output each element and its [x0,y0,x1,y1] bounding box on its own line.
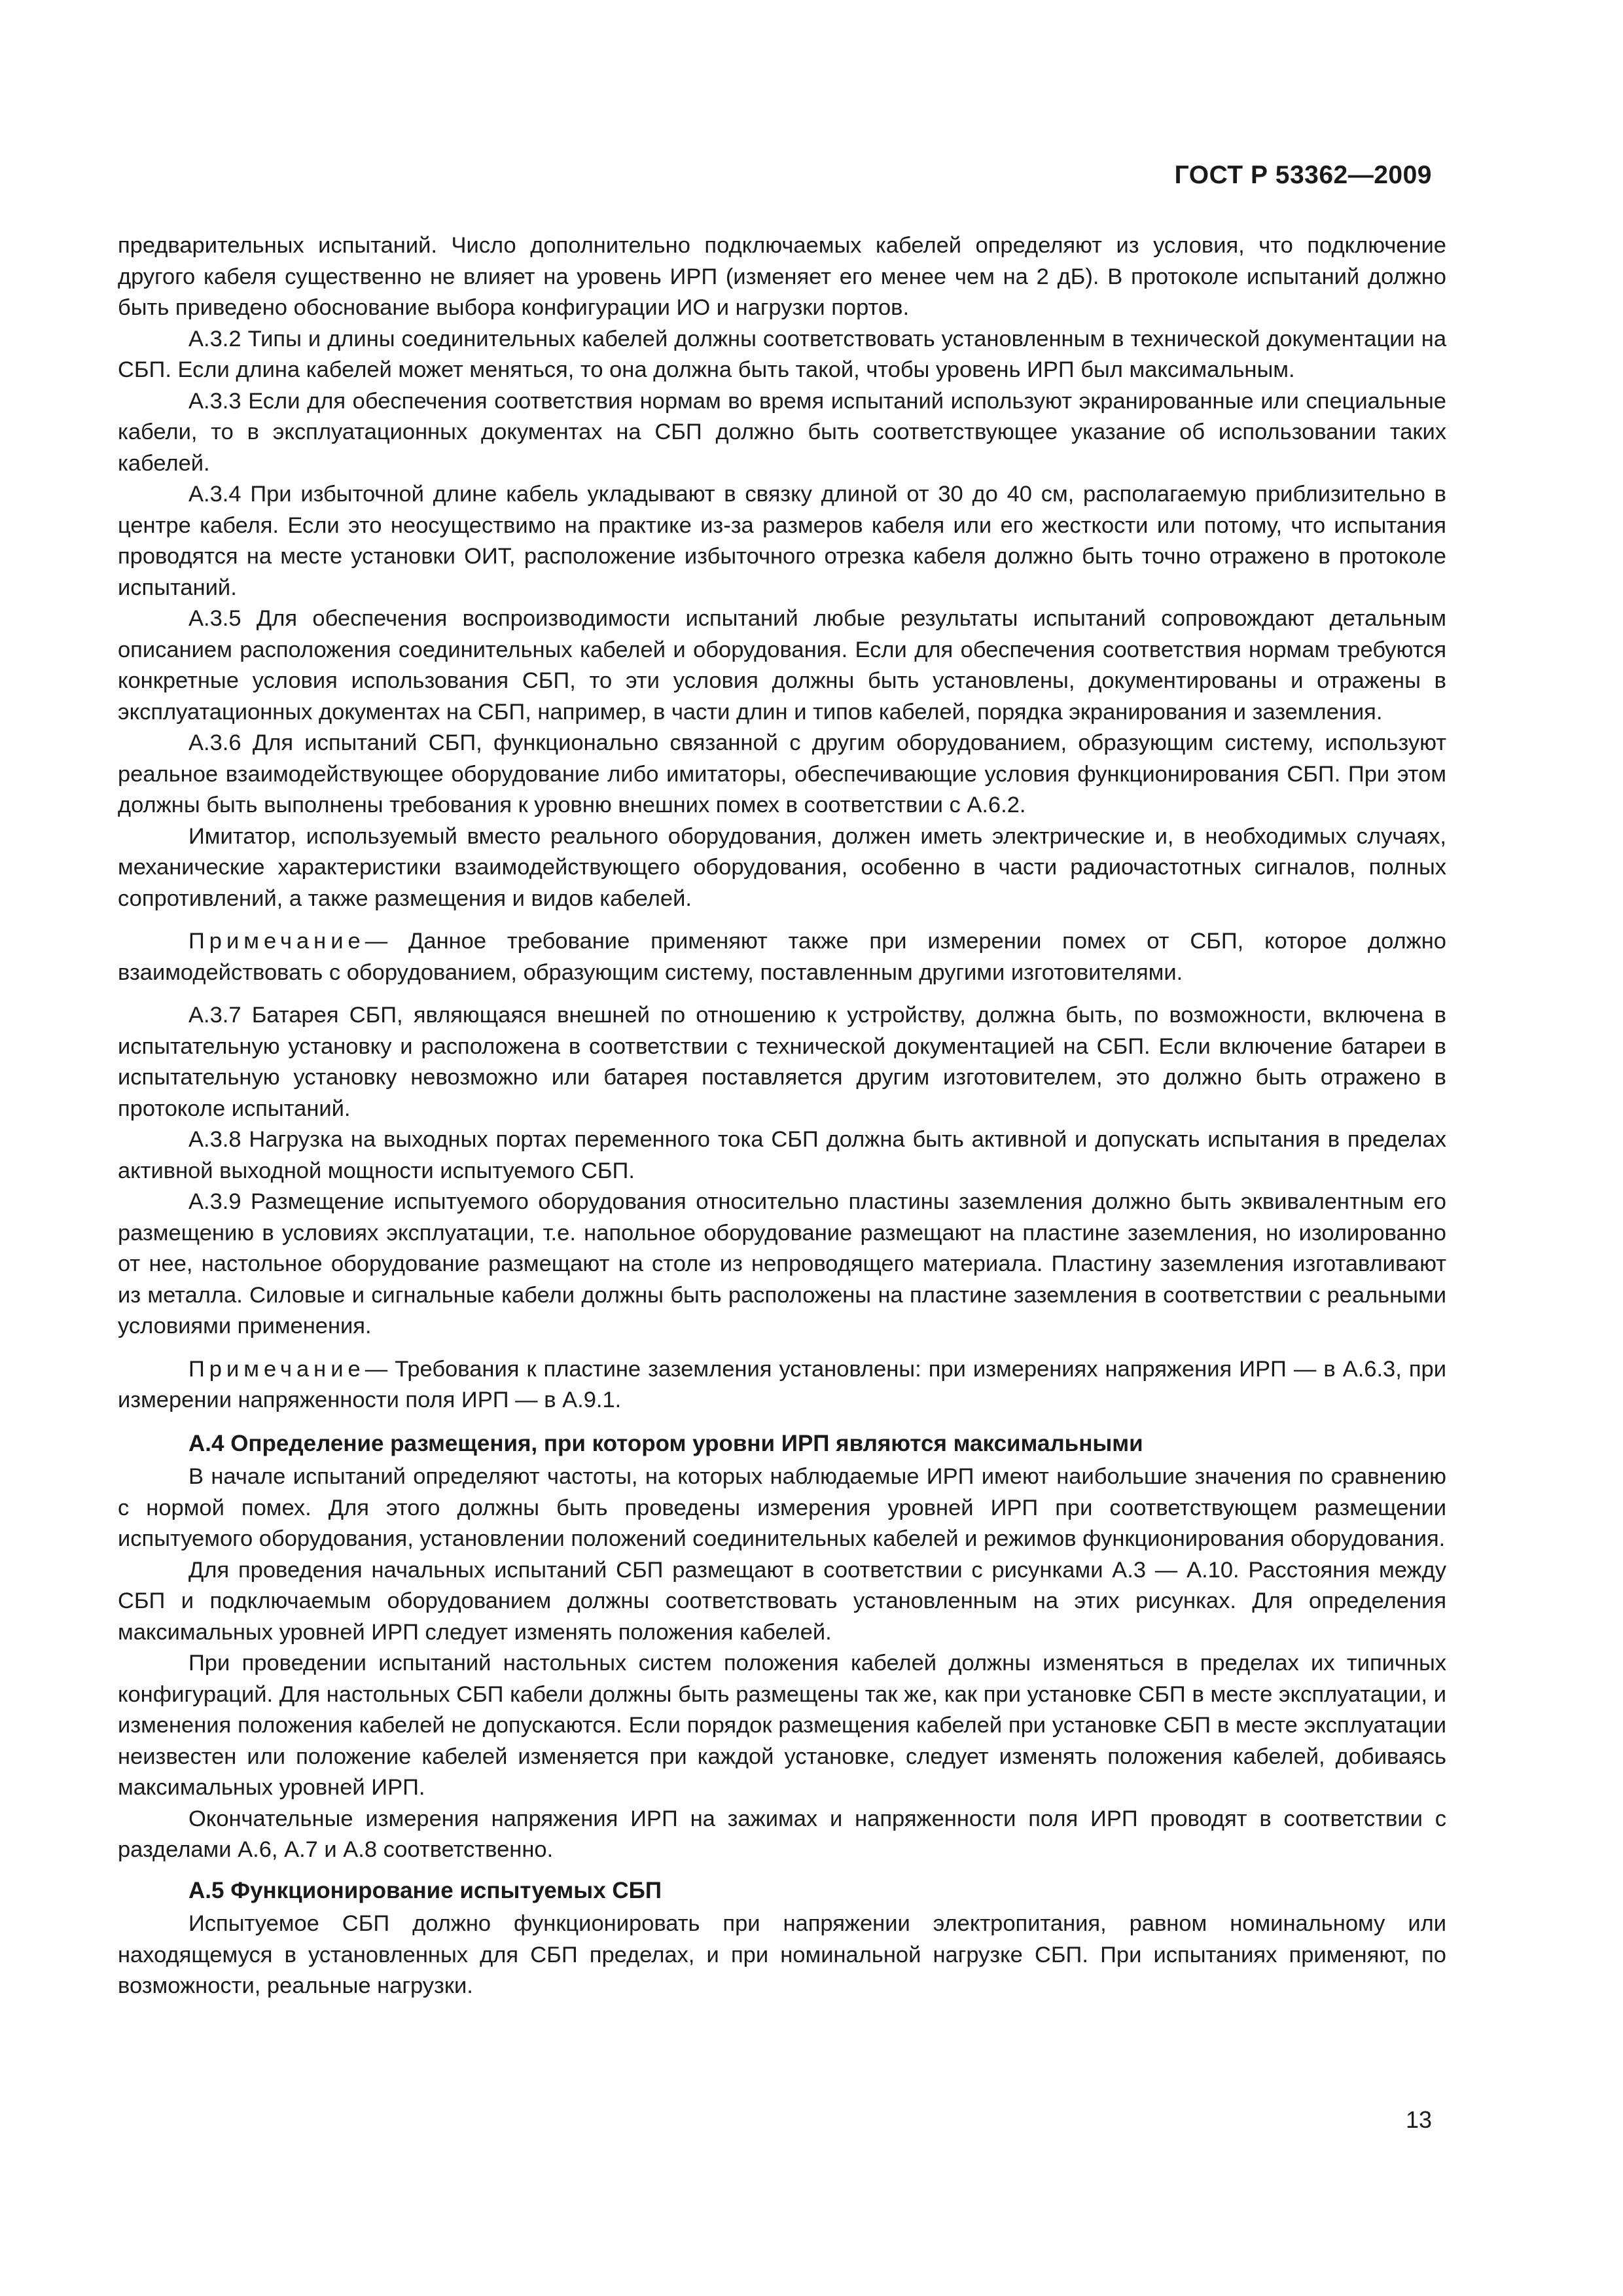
page-number: 13 [1405,2106,1432,2133]
a4-paragraph: При проведении испытаний настольных систем положения кабелей должны изменяться в пределах их типичных конфигураций. Для настольных СБП кабели должны быть размещены так же, как при установке СБП в месте эксплуатации, и изменения положения кабелей не допускаются. Если порядок размещения кабелей при установке СБП в месте эксплуатации неизвестен или положение кабелей изменяется при каждой установке, следует изменять положения кабелей, добиваясь максимальных уровней ИРП. [118,1651,1446,1800]
paragraph-continuation: предварительных испытаний. Число дополнительно подключаемых кабелей определяют из условия, что подключение другого кабеля существенно не влияет на уровень ИРП (изменяет его менее чем на 2 дБ). В протоколе испытаний должно быть приведено обоснование выбора конфигурации ИО и нагрузки портов. [118,233,1446,320]
clause-a-3-8: А.3.8 Нагрузка на выходных портах переменного тока СБП должна быть активной и допускать испытания в пределах активной выходной мощности испытуемого СБП. [118,1127,1446,1183]
document-body [118,230,1446,2002]
a4-paragraph: В начале испытаний определяют частоты, на которых наблюдаемые ИРП имеют наибольшие значения по сравнению с нормой помех. Для этого должны быть проведены измерения уровней ИРП при соответствующем размещении испытуемого оборудования, установлении положений соединительных кабелей и режимов функционирования оборудования. [118,1464,1446,1551]
note-text: — Данное требование применяют также при измерении помех от СБП, которое должно взаимодействовать с оборудованием, образующим систему, поставленным другими изготовителями. [118,929,1446,985]
section-heading-a5: А.5 Функционирование испытуемых СБП [188,1877,662,1903]
clause-a-3-2: А.3.2 Типы и длины соединительных кабелей должны соответствовать установленным в технической документации на СБП. Если длина кабелей может меняться, то она должна быть такой, чтобы уровень ИРП был максимальным. [118,326,1446,382]
a5-paragraph: Испытуемое СБП должно функционировать при напряжении электропитания, равном номинальному или находящемуся в установленных для СБП пределах, и при номинальной нагрузке СБП. При испытаниях применяют, по возможности, реальные нагрузки. [118,1911,1446,1998]
clause-a-3-6: А.3.6 Для испытаний СБП, функционально связанной с другим оборудованием, образующим систему, используют реальное взаимодействующее оборудование либо имитаторы, обеспечивающие условия функционирования СБП. При этом должны быть выполнены требования к уровню внешних помех в соответствии с А.6.2. [118,730,1446,817]
clause-a-3-3: А.3.3 Если для обеспечения соответствия нормам во время испытаний используют экранированные или специальные кабели, то в эксплуатационных документах на СБП должно быть соответствующее указание об использовании таких кабелей. [118,388,1446,476]
note-label: Примечание [188,929,365,954]
note-2 [118,1354,1446,1416]
note-label: Примечание [188,1356,365,1382]
clause-a-3-7: А.3.7 Батарея СБП, являющаяся внешней по отношению к устройству, должна быть, по возможности, включена в испытательную установку и расположена в соответствии с технической документацией на СБП. Если включение батареи в испытательную установку невозможно или батарея поставляется другим изготовителем, это должно быть отражено в протоколе испытаний. [118,1003,1446,1121]
a4-paragraph: Окончательные измерения напряжения ИРП на зажимах и напряженности поля ИРП проводят в соответствии с разделами А.6, А.7 и А.8 соответственно. [118,1806,1446,1862]
clause-a-3-6-simulator: Имитатор, используемый вместо реального оборудования, должен иметь электрические и, в необходимых случаях, механические характеристики взаимодействующего оборудования, особенно в части радиочастотных сигналов, полных сопротивлений, а также размещения и видов кабелей. [118,823,1446,911]
a4-paragraph: Для проведения начальных испытаний СБП размещают в соответствии с рисунками А.3 — А.10. Расстояния между СБП и подключаемым оборудованием должны соответствовать установленным на этих рисунках. Для определения максимальных уровней ИРП следует изменять положения кабелей. [118,1557,1446,1645]
note-text: — Требования к пластине заземления установлены: при измерениях напряжения ИРП — в А.6.3, при измерении напряженности поля ИРП — в А.9.1. [118,1356,1446,1412]
note-1 [118,926,1446,988]
clause-a-3-5: А.3.5 Для обеспечения воспроизводимости испытаний любые результаты испытаний сопровождают детальным описанием расположения соединительных кабелей и оборудования. Если для обеспечения соответствия нормам требуются конкретные условия использования СБП, то эти условия должны быть установлены, документированы и отражены в эксплуатационных документах на СБП, например, в части длин и типов кабелей, порядка экранирования и заземления. [118,606,1446,725]
clause-a-3-4: А.3.4 При избыточной длине кабель укладывают в связку длиной от 30 до 40 см, располагаемую приблизительно в центре кабеля. Если это неосуществимо на практике из-за размеров кабеля или его жесткости или потому, что испытания проводятся на месте установки ОИТ, расположение избыточного отрезка кабеля должно быть точно отражено в протоколе испытаний. [118,482,1446,600]
section-heading-a4: А.4 Определение размещения, при котором уровни ИРП являются максимальными [188,1430,1143,1456]
clause-a-3-9: А.3.9 Размещение испытуемого оборудования относительно пластины заземления должно быть эквивалентным его размещению в условиях эксплуатации, т.е. напольное оборудование размещают на пластине заземления, но изолированно от нее, настольное оборудование размещают на столе из непроводящего материала. Пластину заземления изготавливают из металла. Силовые и сигнальные кабели должны быть расположены на пластине заземления в соответствии с реальными условиями применения. [118,1189,1446,1338]
document-header: ГОСТ Р 53362—2009 [1174,161,1432,189]
